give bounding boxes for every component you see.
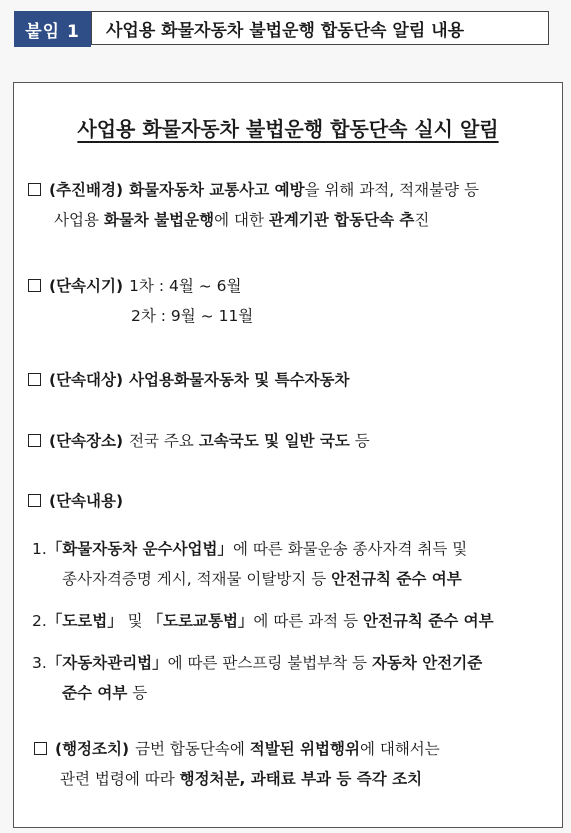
checkbox-icon xyxy=(28,279,41,292)
section-location: (단속장소) 전국 주요 고속국도 및 일반 국도 등 xyxy=(28,426,552,456)
checkbox-icon xyxy=(34,742,47,755)
content-item-1: 1.「화물자동차 운수사업법」에 따른 화물운송 종사자격 취득 및 종사자격증명 게시, 적재물 이탈방지 등 안전규칙 준수 여부 xyxy=(32,540,468,588)
section-background: (추진배경) 화물자동차 교통사고 예방을 위해 과적, 적재불량 등 사업용 화물차 불법운행에 대한 관계기관 합동단속 추진 xyxy=(28,175,552,235)
attachment-tag: 붙임 1 xyxy=(14,11,91,47)
section-target: (단속대상) 사업용화물자동차 및 특수자동차 xyxy=(28,365,552,395)
checkbox-icon xyxy=(28,434,41,447)
content-item-2: 2.「도로법」 및 「도로교통법」에 따른 과적 등 안전규칙 준수 여부 xyxy=(32,612,494,630)
section-period: (단속시기) 1차 : 4월 ~ 6월 2차 : 9월 ~ 11월 xyxy=(28,271,552,331)
checkbox-icon xyxy=(28,494,41,507)
checkbox-icon xyxy=(28,183,41,196)
section-content: (단속내용) xyxy=(28,486,552,516)
section-admin: (행정조치) 금번 합동단속에 적발된 위법행위에 대해서는 관련 법령에 따라 행정처분, 과태료 부과 등 즉각 조치 xyxy=(34,734,552,794)
document-title: 사업용 화물자동차 불법운행 합동단속 실시 알림 xyxy=(77,117,499,141)
document-box xyxy=(13,82,563,828)
section-label: (추진배경) xyxy=(49,181,124,199)
checkbox-icon xyxy=(28,373,41,386)
content-item-3: 3.「자동차관리법」에 따른 판스프링 불법부착 등 자동차 안전기준 준수 여부 등 xyxy=(32,654,483,702)
header-title: 사업용 화물자동차 불법운행 합동단속 알림 내용 xyxy=(91,11,549,45)
